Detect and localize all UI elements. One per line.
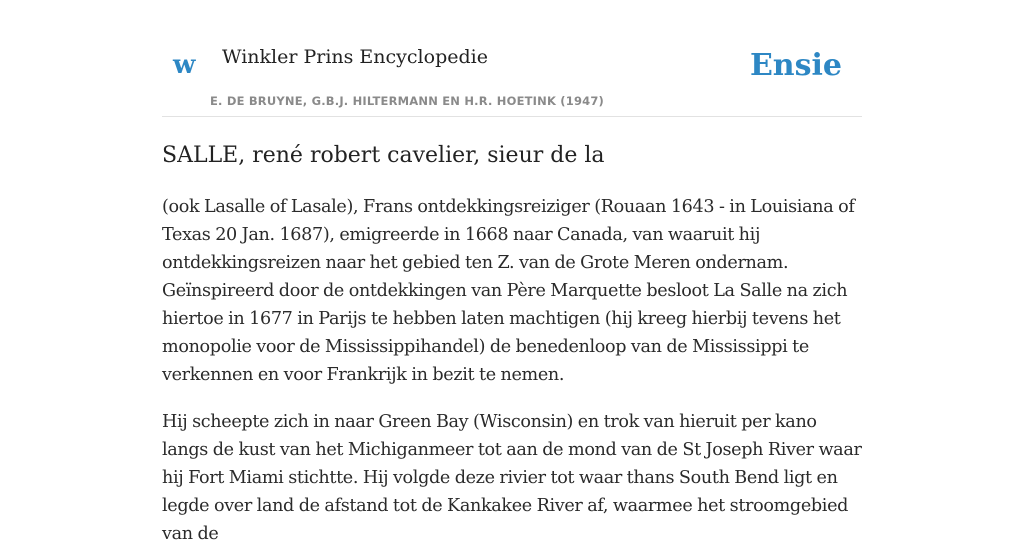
source-title[interactable]: Winkler Prins Encyclopedie [222,46,488,68]
source-header [162,0,862,117]
entry-paragraph: Hij scheepte zich in naar Green Bay (Wisconsin) en trok van hieruit per kano langs de kust van het Michiganmeer tot aan de mond van de St Joseph River waar hij Fort Miami stichtte. Hij volgde deze rivier tot waar thans South Bend ligt en legde over land de afstand tot de Kankakee River af, waarmee het stroomgebied van de [162,412,862,545]
source-logo[interactable]: w [173,50,196,80]
ensie-logo-link[interactable]: Ensie [749,48,842,83]
entry-content [162,143,862,548]
page [162,0,862,548]
source-authors: E. DE BRUYNE, G.B.J. HILTERMANN EN H.R. HOETINK (1947) [210,94,605,108]
entry-paragraph: (ook Lasalle of Lasale), Frans ontdekkingsreiziger (Rouaan 1643 - in Louisiana of Texas 20 Jan. 1687), emigreerde in 1668 naar Canada, van waaruit hij ontdekkingsreizen naar het gebied ten Z. van de Grote Meren ondernam. Geïnspireerd door de ontdekkingen van Père Marquette besloot La Salle na zich hiertoe in 1677 in Parijs te hebben laten machtigen (hij kreeg hierbij tevens het monopolie voor de Mississippihandel) de benedenloop van de Mississippi te verkennen en voor Frankrijk in bezit te nemen. [162,197,855,386]
entry-title: SALLE, rené robert cavelier, sieur de la [162,143,605,168]
